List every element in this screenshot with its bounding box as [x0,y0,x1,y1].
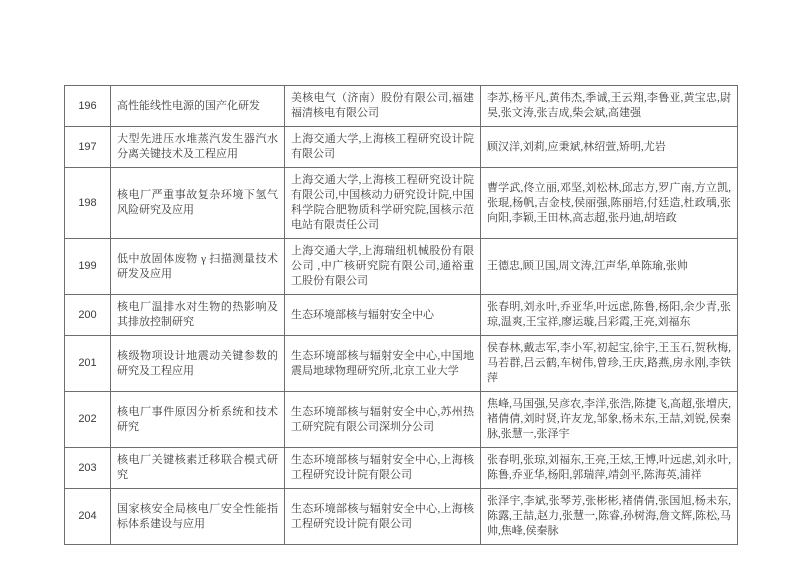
members-cell [481,86,738,127]
members-cell [481,392,738,448]
project-number-cell [65,295,111,336]
project-title-cell [111,168,285,239]
project-number: 202 [78,413,97,425]
organizations: 生态环境部核与辐射安全中心,上海核工程研究设计院有限公司 [291,454,474,481]
project-number: 203 [78,461,97,474]
project-title-cell [111,239,285,295]
members: 张泽宇,李斌,张琴芳,张彬彬,褚倩倩,张国旭,杨未东,陈露,王喆,赵力,张慧一,陈睿,孙树海,詹文辉,陈松,马帅,焦峰,侯秦脉 [487,495,731,537]
members: 曹学武,佟立丽,邓坚,刘松林,邱志方,罗广南,方立凯,张琨,杨帆,吉金枝,侯丽强,陈丽培,付廷造,杜政瑀,张向阳,李颖,王田林,高志超,张丹迪,胡培政 [487,181,731,224]
organizations-cell [285,168,481,239]
project-number-cell [65,168,111,239]
table-row [65,168,738,239]
organizations: 上海交通大学,上海瑞纽机械股份有限公司 ,中广核研究院有限公司,通裕重工股份有限公司 [291,245,474,287]
project-title-cell [111,489,285,545]
organizations-cell [285,239,481,295]
table-row [65,392,738,448]
project-number: 196 [78,99,97,112]
project-title-cell [111,336,285,392]
project-title-cell [111,392,285,448]
project-number: 204 [78,510,97,522]
project-number-cell [65,127,111,168]
table-row [65,489,738,545]
project-title-cell [111,448,285,489]
project-number-cell [65,239,111,295]
organizations-cell [285,86,481,127]
project-title-cell [111,86,285,127]
projects-table [64,85,738,545]
project-number-cell [65,336,111,392]
organizations: 上海交通大学,上海核工程研究设计院有限公司 [291,133,474,160]
members: 李苏,杨平凡,黄伟杰,季诚,王云翔,李鲁亚,黄宝忠,尉昊,张文涛,张吉成,柴会斌,高建强 [487,92,731,119]
members-cell [481,336,738,392]
organizations-cell [285,295,481,336]
members-cell [481,239,738,295]
project-number-cell [65,392,111,448]
organizations: 生态环境部核与辐射安全中心 [291,308,434,321]
project-title-cell [111,295,285,336]
project-number-cell [65,86,111,127]
organizations: 生态环境部核与辐射安全中心,中国地震局地球物理研究所,北京工业大学 [291,349,474,377]
members: 顾汉洋,刘莉,应秉斌,林绍萱,矫明,尤岩 [487,140,666,153]
organizations-cell [285,336,481,392]
members-cell [481,295,738,336]
project-number-cell [65,448,111,489]
table-row [65,448,738,489]
project-number: 200 [78,308,97,321]
project-title: 大型先进压水堆蒸汽发生器汽水分离关键技术及工程应用 [117,133,278,160]
project-title: 高性能线性电源的国产化研发 [117,99,260,112]
project-title: 国家核安全局核电厂安全性能指标体系建设与应用 [117,502,278,530]
table-row [65,127,738,168]
organizations: 生态环境部核与辐射安全中心,苏州热工研究院有限公司深圳分公司 [291,405,474,433]
project-title: 核级物项设计地震动关键参数的研究及工程应用 [117,349,278,377]
organizations: 生态环境部核与辐射安全中心,上海核工程研究设计院有限公司 [291,502,474,530]
members-cell [481,489,738,545]
table-row [65,86,738,127]
organizations-cell [285,127,481,168]
table-row [65,239,738,295]
members-cell [481,448,738,489]
project-number-cell [65,489,111,545]
members: 王德忠,顾卫国,周文涛,江声华,单陈瑜,张帅 [487,260,688,272]
organizations-cell [285,489,481,545]
members: 张春明,张琼,刘福东,王亮,王炫,王博,叶远虑,刘永叶,陈鲁,乔亚华,杨阳,郭瑞萍,靖剑平,陈海英,浦祥 [487,454,731,481]
project-title: 核电厂温排水对生物的热影响及其排放控制研究 [117,301,278,328]
project-number: 199 [78,260,97,272]
project-title: 低中放固体废物 γ 扫描测量技术研发及应用 [117,252,278,280]
organizations: 上海交通大学,上海核工程研究设计院有限公司,中国核动力研究设计院,中国科学院合肥物质科学研究院,国核示范电站有限责任公司 [291,174,474,231]
organizations-cell [285,392,481,448]
project-title-cell [111,127,285,168]
organizations: 美核电气（济南）股份有限公司,福建福清核电有限公司 [291,92,474,119]
members-cell [481,127,738,168]
project-number: 197 [78,140,97,153]
project-title: 核电厂关键核素迁移联合模式研究 [117,454,278,481]
organizations-cell [285,448,481,489]
members: 侯春林,戴志军,李小军,初起宝,徐宇,王玉石,贺秋梅,马若群,吕云鹤,车树伟,曾珍,王庆,路燕,房永刚,李铁萍 [487,342,731,384]
project-number: 198 [78,196,97,209]
members-cell [481,168,738,239]
project-title: 核电厂事件原因分析系统和技术研究 [117,405,278,433]
members: 张春明,刘永叶,乔亚华,叶远虑,陈鲁,杨阳,余少青,张琼,温爽,王宝祥,廖运璇,吕彩霞,王亮,刘福东 [487,301,731,328]
table-row [65,336,738,392]
project-number: 201 [78,357,97,369]
table-row [65,295,738,336]
project-title: 核电厂严重事故复杂环境下氢气风险研究及应用 [117,189,278,216]
members: 焦峰,马国强,吴彦农,李洋,张浩,陈捷飞,高超,张增庆,褚倩倩,刘时贤,许友龙,邹象,杨未东,王喆,刘锐,侯秦脉,张慧一,张泽宇 [487,398,731,440]
